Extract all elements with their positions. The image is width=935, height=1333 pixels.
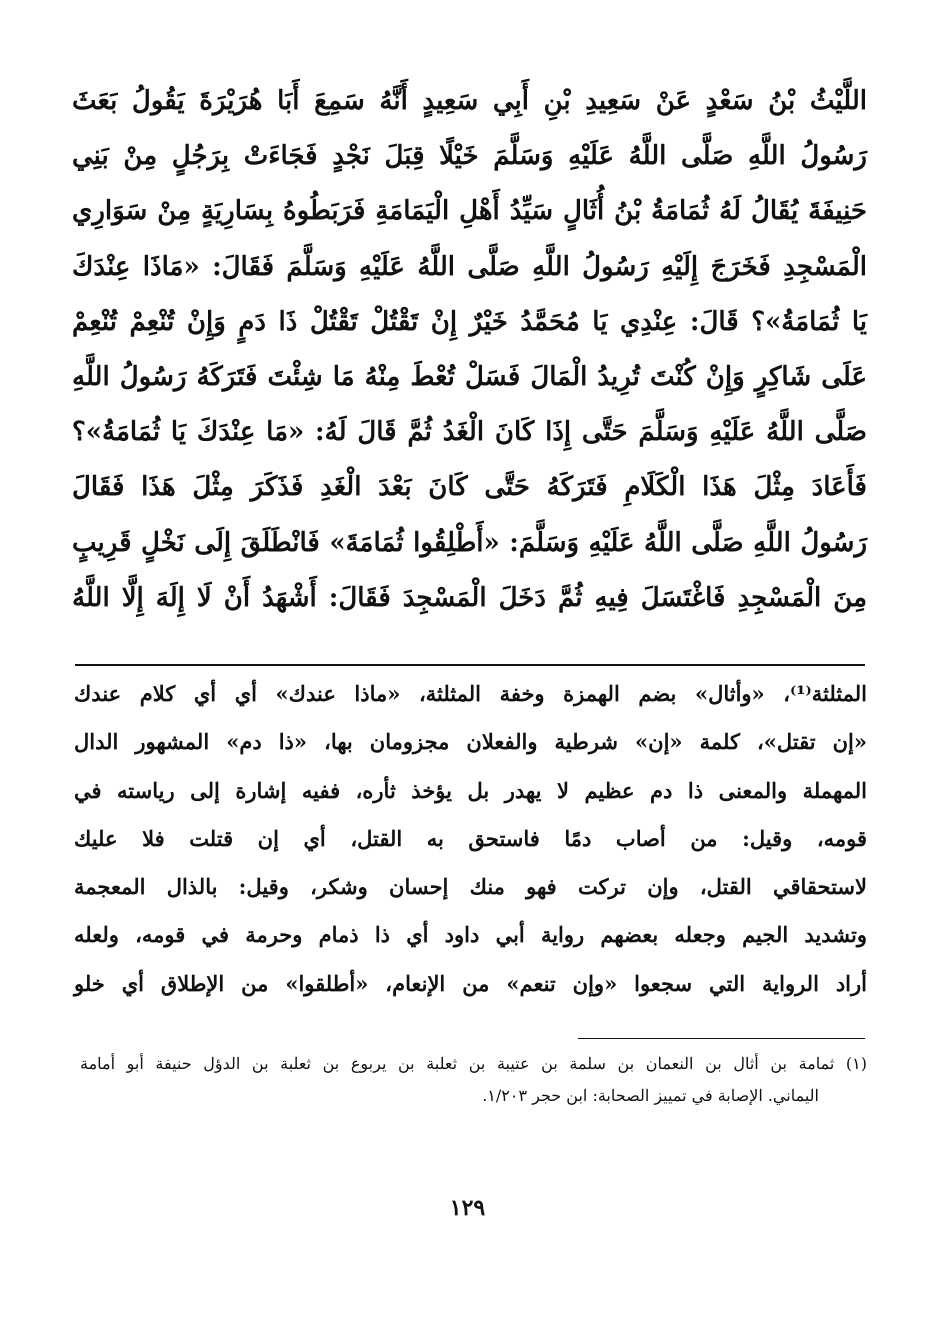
text-line: الْمَسْجِدِ فَخَرَجَ إِلَيْهِ رَسُولُ اللَّهِ صَلَّى اللَّهُ عَلَيْهِ وَسَلَّمَ فَقَالَ: «مَاذَا عِنْدَكَ xyxy=(72,251,867,282)
footnote-divider xyxy=(578,1038,865,1039)
page-number: ١٢٩ xyxy=(449,1195,486,1221)
text-line: عَلَى شَاكِرٍ وَإِنْ كُنْتَ تُرِيدُ الْمَالَ فَسَلْ تُعْطَ مِنْهُ مَا شِئْتَ فَتَرَكَهُ رَسُولُ اللَّهِ xyxy=(72,361,867,392)
text-line: اللَّيْثُ بْنُ سَعْدٍ عَنْ سَعِيدِ بْنِ أَبِي سَعِيدٍ أَنَّهُ سَمِعَ أَبَا هُرَيْرَةَ يَقُولُ بَعَثَ xyxy=(72,86,867,116)
text-line: يَا ثُمَامَةُ»؟ قَالَ: عِنْدِي يَا مُحَمَّدُ خَيْرٌ إِنْ تَقْتُلْ تَقْتُلْ ذَا دَمٍ وَإِنْ تُنْعِمْ تُنْعِمْ xyxy=(72,306,867,337)
commentary-line: أراد الرواية التي سجعوا «وإن تنعم» من الإنعام، «أطلقوا» من الإطلاق أي خلو xyxy=(74,970,867,996)
commentary-line: لاستحقاقي القتل، وإن تركت فهو منك إحسان وشكر، وقيل: بالذال المعجمة xyxy=(74,874,867,900)
commentary-line: «إن تقتل»، كلمة «إن» شرطية والفعلان مجزومان بها، «ذا دم» المشهور الدال xyxy=(74,729,867,755)
commentary-line: وتشديد الجيم وجعله بعضهم رواية أبي داود أي ذا ذمام وحرمة في قومه، ولعله xyxy=(74,922,867,948)
commentary-line: قومه، وقيل: من أصاب دمًا فاستحق به القتل، أي إن قتلت فلا عليك xyxy=(74,825,867,851)
text-line: صَلَّى اللَّهُ عَلَيْهِ وَسَلَّمَ حَتَّى إِذَا كَانَ الْغَدُ ثُمَّ قَالَ لَهُ: «مَا عِنْدَكَ يَا ثُمَامَةُ»؟ xyxy=(72,417,867,448)
text-line: حَنِيفَةَ يُقَالُ لَهُ ثُمَامَةُ بْنُ أُثَالٍ سَيِّدُ أَهْلِ الْيَمَامَةِ فَرَبَطُوهُ بِسَارِيَةٍ مِنْ سَوَارِي xyxy=(72,196,867,227)
commentary-text xyxy=(74,670,867,1008)
footnote-line: (١) ثمامة بن أثال بن النعمان بن سلمة بن عتيبة بن ثعلبة بن يربوع بن ثعلبة بن الدؤل حنيفة أبو أمامة xyxy=(80,1054,867,1073)
commentary-line: المهملة والمعنى ذا دم عظيم لا يهدر بل يؤخذ ثأره، ففيه إشارة إلى رياسته في xyxy=(74,777,867,803)
commentary-line: المثلثة⁽¹⁾، «وأثال» بضم الهمزة وخفة المثلثة، «ماذا عندك» أي أي كلام عندك xyxy=(74,681,867,706)
text-line: مِنَ الْمَسْجِدِ فَاغْتَسَلَ فِيهِ ثُمَّ دَخَلَ الْمَسْجِدَ فَقَالَ: أَشْهَدُ أَنْ لَا إِلَهَ إِلَّا اللَّهُ xyxy=(72,582,867,613)
text-line: رَسُولُ اللَّهِ صَلَّى اللَّهُ عَلَيْهِ وَسَلَّمَ: «أَطْلِقُوا ثُمَامَةَ» فَانْطَلَقَ إِلَى نَخْلٍ قَرِيبٍ xyxy=(72,527,867,558)
section-divider xyxy=(75,664,865,666)
text-line: رَسُولُ اللَّهِ صَلَّى اللَّهُ عَلَيْهِ وَسَلَّمَ خَيْلًا قِبَلَ نَجْدٍ فَجَاءَتْ بِرَجُلٍ مِنْ بَنِي xyxy=(72,141,867,172)
text-line: فَأَعَادَ مِثْلَ هَذَا الْكَلَامِ فَتَرَكَهُ حَتَّى كَانَ بَعْدَ الْغَدِ فَذَكَرَ مِثْلَ هَذَا فَقَالَ xyxy=(72,472,867,503)
hadith-text xyxy=(72,74,867,626)
footnote-line: اليماني. الإصابة في تمييز الصحابة: ابن حجر ١/٢٠٣. xyxy=(482,1086,819,1105)
footnote xyxy=(80,1048,867,1112)
